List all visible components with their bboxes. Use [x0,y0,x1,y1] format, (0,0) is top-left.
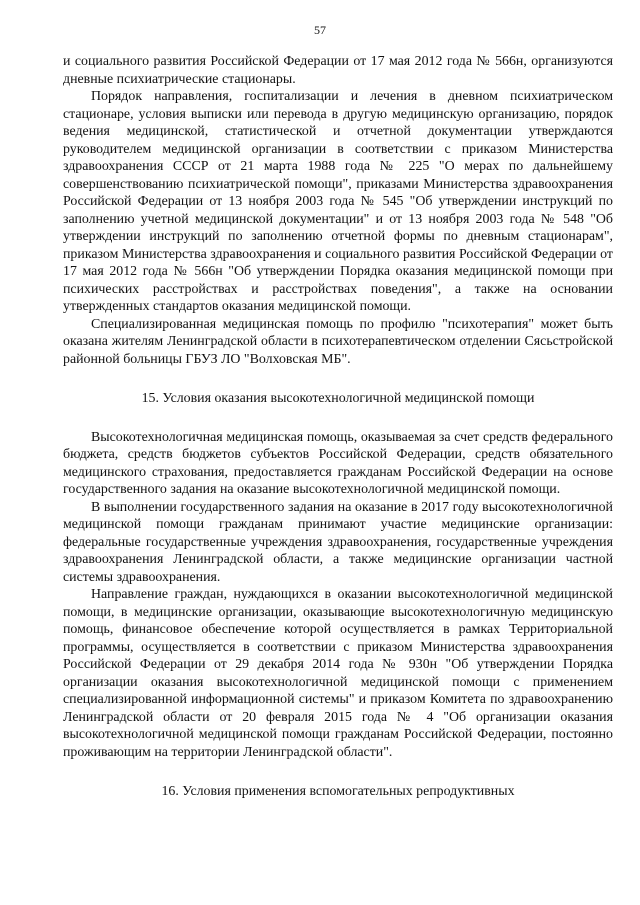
paragraph-referral-procedure: Порядок направления, госпитализации и лечения в дневном психиатрическом стационаре, условия выписки или перевода в другую медицинскую организацию, порядок ведения медицинской, статистической и отчетной документации утверждаются руководителем медицинской организации в соответствии с приказом Министерства здравоохранения СССР от 21 марта 1988 года № 225 "О мерах по дальнейшему совершенствованию психиатрической помощи", приказами Министерства здравоохранения Российской Федерации от 13 ноября 2003 года № 545 "Об утверждении инструкций по заполнению учетной медицинской документации" и от 13 ноября 2003 года № 548 "Об утверждении инструкций по заполнению отчетной формы по дневным стационарам", приказом Министерства здравоохранения и социального развития Российской Федерации от 17 мая 2012 года № 566н "Об утверждении Порядка оказания медицинской помощи при психических расстройствах и расстройствах поведения", а также на основании утвержденных стандартов оказания медицинской помощи. [63,89,613,314]
paragraph-continuation: и социального развития Российской Федерации от 17 мая 2012 года № 566н, организуются дневные психиатрические стационары. [63,54,613,87]
section-spacer [63,408,613,429]
paragraph-referral-of-citizens: Направление граждан, нуждающихся в оказании высокотехнологичной медицинской помощи, в медицинские организации, оказывающие высокотехнологичную медицинскую помощь, финансовое обеспечение которой осуществляется в рамках Территориальной программы, осуществляется в соответствии с приказом Министерства здравоохранения Российской Федерации от 29 декабря 2014 года № 930н "Об утверждении Порядка организации оказания высокотехнологичной медицинской помощи с применением специализированной информационной системы" и приказом Комитета по здравоохранению Ленинградской области от 20 февраля 2015 года № 4 "Об организации оказания высокотехнологичной медицинской помощи гражданам Российской Федерации, постоянно проживающим на территории Ленинградской области". [63,587,613,760]
section-heading-15: 15. Условия оказания высокотехнологичной медицинской помощи [141,391,535,406]
section-spacer [63,368,613,390]
section-heading-16: 16. Условия применения вспомогательных репродуктивных [161,784,515,799]
paragraph-state-assignment: В выполнении государственного задания на оказание в 2017 году высокотехнологичной медицинской помощи гражданам принимают участие медицинские организации: федеральные государственные учреждения здравоохранения, государственные учреждения здравоохранения Ленинградской области, а также медицинские организации частной системы здравоохранения. [63,499,613,585]
section-spacer [63,761,613,783]
page-number: 57 [314,23,326,37]
document-body [63,53,613,801]
paragraph-psychotherapy: Специализированная медицинская помощь по профилю "психотерапия" может быть оказана жителям Ленинградской области в психотерапевтическом отделении Сясьстройской районной больницы ГБУЗ ЛО "Волховская МБ". [63,316,613,367]
paragraph-high-tech-funding: Высокотехнологичная медицинская помощь, оказываемая за счет средств федерального бюджета, средств бюджетов субъектов Российской Федерации, средств обязательного медицинского страхования, предоставляется гражданам Российской Федерации на основе государственного задания на оказание высокотехнологичной медицинской помощи. [63,429,613,497]
